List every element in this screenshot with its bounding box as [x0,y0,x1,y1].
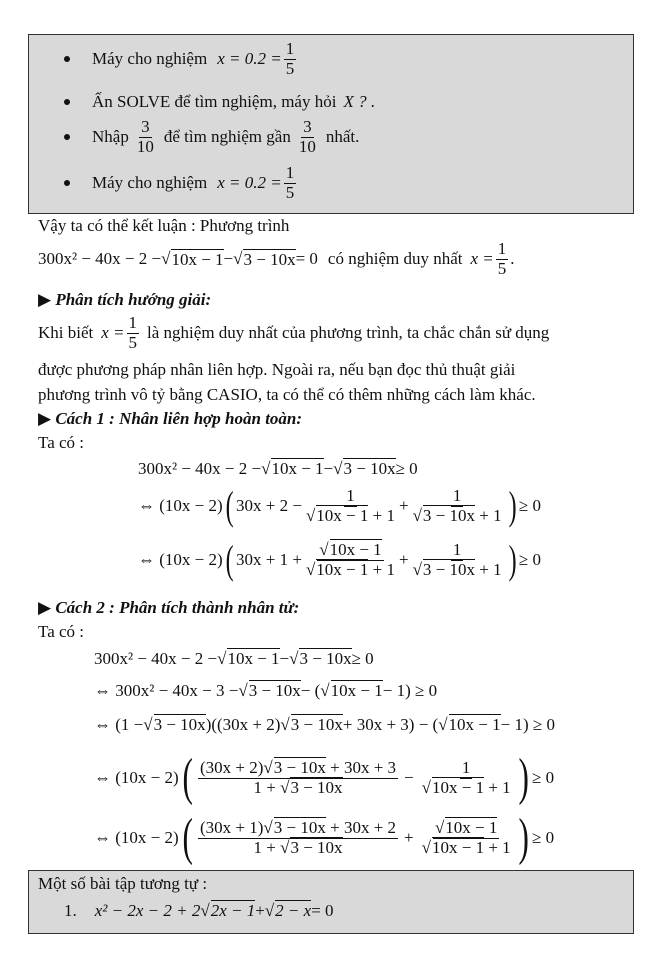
numerator: 1 [285,39,295,58]
math-expr: ⇔ (10x − 2) [138,550,223,569]
denominator: 1 + √ 3 − 10x [252,839,345,858]
math-expr: ⇔ (10x − 2) [94,768,179,787]
math-expr: ≥ 0 [518,496,542,515]
math-expr: ≥ 0 [351,648,374,668]
paren-close: ) [518,749,529,806]
fraction [198,819,398,857]
sqrt-sign [161,249,170,269]
fraction [297,118,318,156]
text: Ta có : [38,622,85,641]
math-expr: 300x² − 40x − 2 − [38,249,162,269]
math-expr: x² − 2x − 2 + 2 [94,900,201,920]
math-expr: 300x² − 40x − 2 − [138,458,262,478]
fraction [135,118,156,156]
conclusion-text: Vậy ta có thể kết luận : Phương trình [38,216,290,235]
equation-row [94,714,555,735]
equation-row [138,537,542,582]
heading-text: Cách 1 : Nhân liên hợp hoàn toàn: [55,409,303,428]
sqrt-body: 3 − 10x [299,649,352,668]
operator: + [398,550,409,569]
fraction [304,541,397,579]
fraction [496,240,509,278]
numerator: 1 [128,313,138,332]
denominator: 5 [285,58,295,78]
sqrt-sign [289,649,298,669]
numerator: 1 [452,539,462,559]
sqrt-sign [143,715,152,735]
text: Khi biết [38,323,94,343]
fraction [420,759,513,797]
sqrt-body: 3 − 10x [343,459,396,478]
operator: − [323,458,334,478]
sqrt-body: 2x − 1 [210,901,256,920]
sqrt-sign [217,649,226,669]
math-expr: 30x + 1 + [236,550,302,569]
sqrt-body: 10x − 1 [171,249,224,269]
denominator: √ 3 − 10x + 1 [411,561,504,580]
sqrt-sign [280,715,289,735]
operator: − ( [300,680,321,700]
bullet-text: để tìm nghiệm gần [163,127,291,147]
math-expr: 300x² − 40x − 2 − [94,648,218,668]
fraction [127,314,140,352]
text: là nghiệm duy nhất của phương trình, ta chắc chắn sử dụng [147,323,550,343]
paren-close: ) [518,809,529,866]
paren-open: ( [182,749,193,806]
denominator: 5 [285,182,295,202]
operator: + [398,496,409,515]
operator: + [404,828,414,847]
sqrt-body: 3 − 10x [153,715,206,734]
exercise-number: 1. [64,900,77,920]
denominator: √ 10x − 1 + 1 [420,839,513,858]
denominator: 10 [136,136,154,156]
analysis-line: được phương pháp nhân liên hợp. Ngoài ra, nếu bạn đọc thủ thuật giải [38,360,516,379]
math-expr: ⇔ (10x − 2) [138,496,223,515]
sqrt-body: 3 − 10x [243,249,296,269]
math-expr: x = 0.2 = [217,173,282,193]
sqrt-body: 3 − 10x [248,681,301,700]
math-expr: + 30x + 3) − ( [342,714,439,734]
bullet-text: Máy cho nghiệm [92,49,208,69]
math-expr: ≥ 0 [518,550,542,569]
fraction [411,541,504,579]
bullet-item [64,118,359,156]
analysis-line: phương trình vô tỷ bằng CASIO, ta có thể có thêm những cách làm khác. [38,385,536,404]
numerator: 1 [452,485,462,505]
sqrt-body: 10x − 1 [271,459,324,478]
sqrt-sign [261,459,270,479]
method1-heading [38,409,302,429]
operator: + [255,900,265,920]
paren-open: ( [225,483,234,528]
triangle-icon: ▶ [38,598,52,617]
bullet-text: Nhập [92,127,129,147]
triangle-icon: ▶ [38,409,52,428]
sqrt-body: 2 − x [275,901,312,920]
equation-row [94,648,374,669]
exercise-item [64,900,334,921]
sqrt-sign [238,681,247,701]
heading-text: Cách 2 : Phân tích thành nhân tử: [55,598,300,617]
sqrt-sign [200,901,209,921]
math-expr: ⇔ 300x² − 40x − 3 − [94,680,239,700]
operator: − [223,249,234,269]
equation-row [138,483,542,528]
bullet-text: Máy cho nghiệm [92,173,208,193]
fraction [198,759,398,797]
bullet-item [64,92,375,112]
math-expr: = 0 [295,249,318,269]
fraction [411,487,504,525]
variable: X ? [343,92,367,111]
math-expr: − 1) ≥ 0 [382,680,438,700]
numerator: 1 [461,757,471,777]
bullet-text: nhất. [325,127,360,147]
sqrt-sign [320,681,329,701]
method2-heading [38,598,299,618]
paren-close: ) [508,537,517,582]
equation-row [94,680,437,701]
denominator: 10 [298,136,316,156]
math-expr: x = [101,323,125,343]
denominator: √ 10x − 1 + 1 [304,561,397,580]
paren-open: ( [182,809,193,866]
sqrt-sign [265,901,274,921]
numerator: (30x + 1)√ 3 − 10x + 30x + 2 [198,819,398,839]
numerator: 3 [303,117,312,136]
math-expr: − 1) ≥ 0 [500,714,555,734]
math-expr: ⇔ (10x − 2) [94,828,179,847]
denominator: 5 [128,332,138,352]
exercises-heading: Một số bài tập tương tự : [38,874,208,893]
analysis-heading [38,290,211,310]
fraction [304,487,397,525]
operator: − [279,648,290,668]
equation-row [138,458,418,479]
operator: − [404,768,414,787]
fraction [284,40,297,78]
numerator: (30x + 2)√ 3 − 10x + 30x + 3 [198,759,398,779]
denominator: 1 + √ 3 − 10x [252,779,345,798]
triangle-icon: ▶ [38,290,52,309]
sqrt-sign [438,715,447,735]
sqrt-sign [233,249,242,269]
math-expr: = 0 [311,900,334,920]
denominator: √ 10x − 1 + 1 [304,507,397,526]
numerator: 3 [141,117,150,136]
math-expr: ≥ 0 [532,828,555,847]
bullet-text: Ấn SOLVE để tìm nghiệm, máy hỏi [92,92,337,111]
punct: . [510,249,515,269]
bullet-item [64,40,298,78]
sqrt-body: 10x − 1 [448,715,501,734]
paren-close: ) [508,483,517,528]
math-expr: )((30x + 2) [205,714,281,734]
numerator: 1 [497,239,507,258]
analysis-line [38,314,549,352]
conclusion-equation [38,240,515,278]
bullet-dot [64,56,70,62]
equation-row [94,749,555,806]
equation-row [94,809,555,866]
heading-text: Phân tích hướng giải: [55,290,212,309]
denominator: √ 10x − 1 + 1 [420,779,513,798]
bullet-dot [64,99,70,105]
sqrt-body: 3 − 10x [290,715,343,734]
numerator: √ 10x − 1 [317,541,383,561]
math-expr: x = 0.2 = [217,49,282,69]
punct: . [370,92,375,111]
math-expr: ≥ 0 [395,458,418,478]
numerator: 1 [346,485,355,505]
bullet-item [64,164,298,202]
sqrt-body: 10x − 1 [330,681,383,700]
fraction [284,164,297,202]
math-expr: x = [470,249,494,269]
denominator: √ 3 − 10x + 1 [411,507,504,526]
paren-open: ( [225,537,234,582]
numerator: √ 10x − 1 [433,819,499,839]
denominator: 5 [497,258,507,278]
math-expr: 30x + 2 − [236,496,302,515]
bullet-dot [64,134,70,140]
sqrt-sign [333,459,342,479]
math-expr: ≥ 0 [532,768,555,787]
conclusion-text: có nghiệm duy nhất [327,249,463,269]
text: Ta có : [38,433,85,452]
numerator: 1 [285,163,295,182]
fraction [420,819,513,857]
bullet-dot [64,180,70,186]
sqrt-body: 10x − 1 [227,649,280,668]
math-expr: ⇔ (1 − [94,714,144,734]
